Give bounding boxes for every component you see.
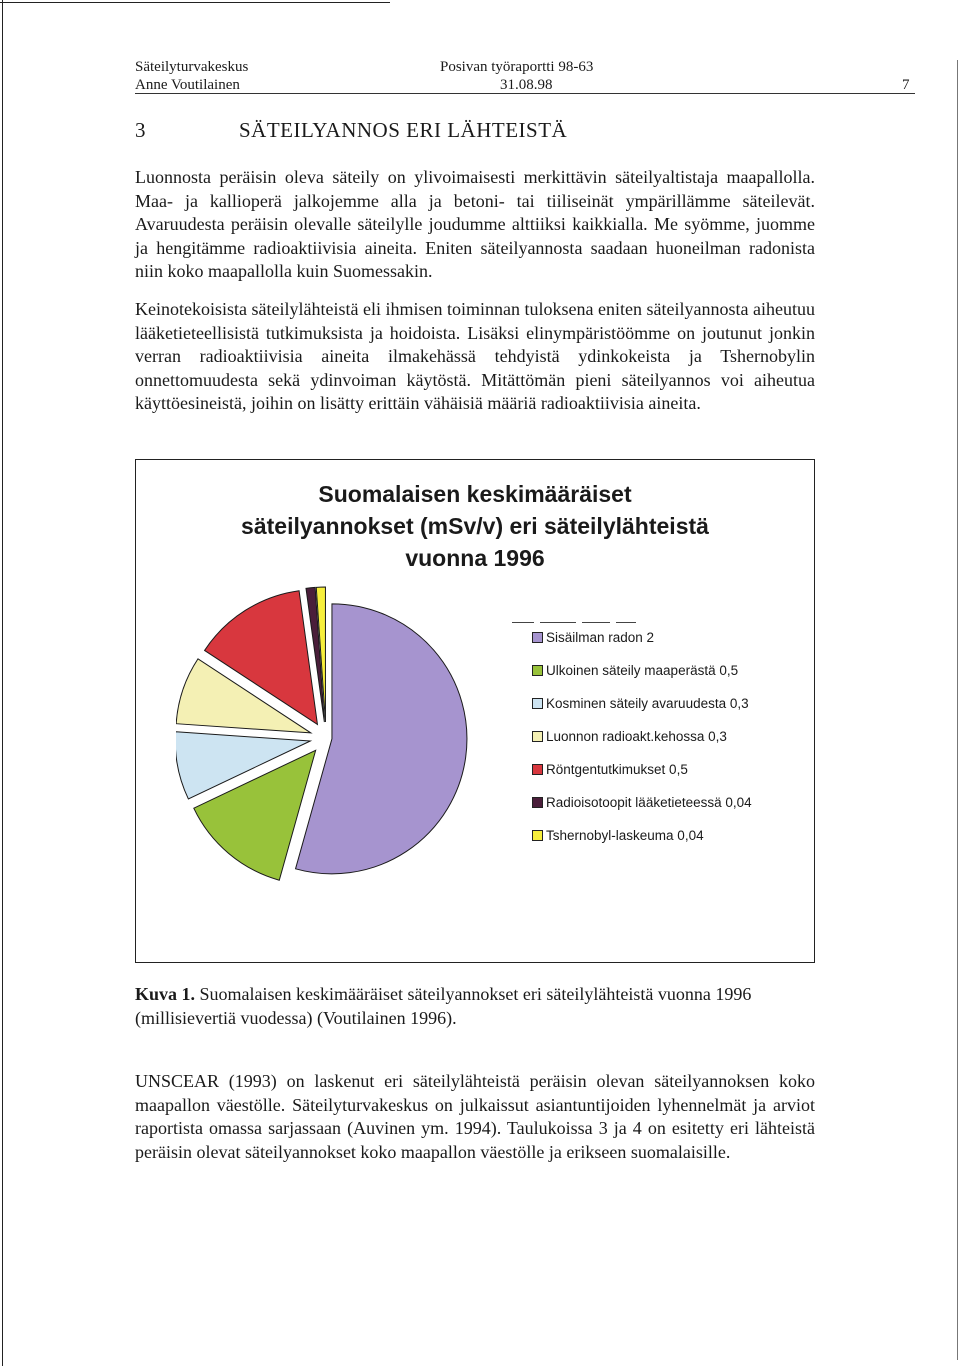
legend-label: Sisäilman radon 2 bbox=[546, 630, 655, 645]
legend-label: Luonnon radioakt.kehossa 0,3 bbox=[546, 729, 727, 744]
legend-frame-dash bbox=[540, 622, 576, 623]
legend-item bbox=[532, 828, 704, 843]
header-author: Anne Voutilainen bbox=[135, 77, 240, 93]
scan-border-top bbox=[0, 2, 390, 3]
figure-caption bbox=[135, 982, 815, 1030]
legend-item bbox=[532, 630, 654, 645]
section-title: SÄTEILYANNOS ERI LÄHTEISTÄ bbox=[239, 118, 568, 142]
legend-frame-dash bbox=[512, 622, 534, 623]
section-heading bbox=[135, 118, 567, 143]
legend-swatch bbox=[532, 632, 543, 643]
chart-title bbox=[136, 478, 814, 574]
paragraph-3: UNSCEAR (1993) on laskenut eri säteilylähteistä peräisin olevan säteilyannoksen koko maapallon väestölle. Säteilyturvakeskus on julkaissut asiantuntijoiden lyhennelmät ja arviot raportista omassa sarjassaan (Auvinen ym. 1994). Taulukoissa 3 ja 4 on esitetty eri lähteistä peräisin olevat säteilyannokset koko maapallon väestölle ja erikseen suomalaisille. bbox=[135, 1071, 815, 1162]
scan-border-right bbox=[957, 60, 958, 1360]
legend-item bbox=[532, 762, 688, 777]
legend-swatch bbox=[532, 764, 543, 775]
legend-swatch bbox=[532, 830, 543, 841]
legend-label: Ulkoinen säteily maaperästä 0,5 bbox=[546, 663, 739, 678]
caption-label: Kuva 1. bbox=[135, 984, 196, 1004]
paragraph-2: Keinotekoisista säteilylähteistä eli ihmisen toiminnan tuloksena eniten säteilyannosta aiheutuu lääketieteellisistä tutkimuksista ja hoidoista. Lisäksi elinympäristöömme on joutunut jonkin verran radioaktiivisia aineita ilmakehässä tehdyistä ydinkokeista ja Tshernobylin onnettomuudesta sekä ydinvoiman käytöstä. Mitättömän pieni säteilyannos voi aiheutua käyttöesineistä, joihin on lisätty erittäin vähäisiä määriä radioaktiivisia aineita. bbox=[135, 299, 815, 414]
pie-chart bbox=[176, 578, 496, 908]
legend-label: Röntgentutkimukset 0,5 bbox=[546, 762, 688, 777]
legend-label: Radioisotoopit lääketieteessä 0,04 bbox=[546, 795, 752, 810]
legend-item bbox=[532, 729, 727, 744]
header-rule bbox=[135, 93, 915, 94]
scan-border-left bbox=[2, 0, 3, 1366]
paragraph-1: Luonnosta peräisin oleva säteily on ylivoimaisesti merkittävin säteilyaltistaja maapallolla. Maa- ja kallioperä jalkojemme alla ja betoni- tai tiiliseinät ympärillämme säteilevät. Avaruudesta peräisin olevalle säteilylle joudumme alttiiksi kaikkialla. Me syömme, juomme ja hengitämme radioaktiivisia aineita. Eniten säteilyannosta saadaan huoneilman radonista niin koko maapallolla kuin Suomessakin. bbox=[135, 167, 815, 282]
legend-item bbox=[532, 696, 749, 711]
legend-label: Tshernobyl-laskeuma 0,04 bbox=[546, 828, 704, 843]
legend-swatch bbox=[532, 698, 543, 709]
legend-label: Kosminen säteily avaruudesta 0,3 bbox=[546, 696, 749, 711]
section-number: 3 bbox=[135, 118, 146, 142]
legend-frame-dash bbox=[582, 622, 610, 623]
header-page-number: 7 bbox=[902, 77, 910, 93]
chart-title-line-1: Suomalaisen keskimääräiset bbox=[318, 481, 632, 507]
chart-title-line-2: säteilyannokset (mSv/v) eri säteilylähteistä bbox=[241, 513, 709, 539]
header-report-title: Posivan työraportti 98-63 bbox=[440, 59, 594, 75]
header-date: 31.08.98 bbox=[500, 77, 553, 93]
figure-box bbox=[135, 459, 815, 963]
legend-frame-dash bbox=[616, 622, 636, 623]
legend-swatch bbox=[532, 665, 543, 676]
caption-text: Suomalaisen keskimääräiset säteilyannokset eri säteilylähteistä vuonna 1996 (millisievertiä vuodessa) (Voutilainen 1996). bbox=[135, 984, 752, 1028]
chart-title-line-3: vuonna 1996 bbox=[405, 545, 545, 571]
legend-item bbox=[532, 663, 738, 678]
header-organization: Säteilyturvakeskus bbox=[135, 59, 249, 75]
legend-swatch bbox=[532, 731, 543, 742]
legend-swatch bbox=[532, 797, 543, 808]
legend-item bbox=[532, 795, 752, 810]
